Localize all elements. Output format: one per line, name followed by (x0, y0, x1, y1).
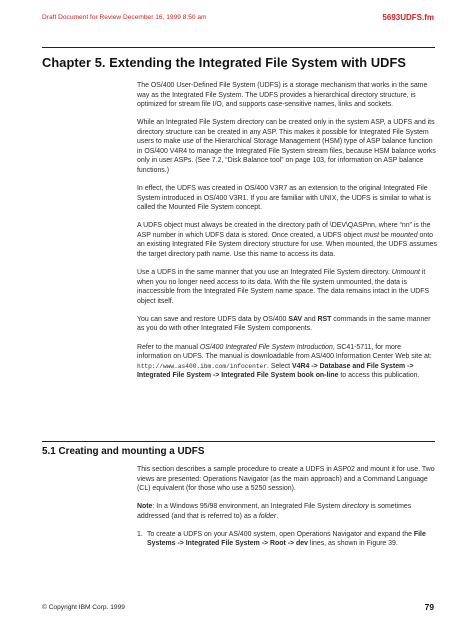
section-body (137, 465, 437, 549)
text-run: and (302, 315, 318, 323)
chapter-rule (42, 47, 435, 48)
emphasis-folder: folder (258, 512, 277, 520)
section-title: 5.1 Creating and mounting a UDFS (42, 446, 205, 457)
text-run: A UDFS object must always be created in the directory path of \DEV\QASPnn, where “nn” is the ASP number in which UDFS data is stored. Once created, a UDFS object (137, 222, 431, 239)
manual-title: OS/400 Integrated File System Introduction (199, 343, 333, 351)
text-run: be (379, 231, 391, 239)
chapter-body (137, 81, 437, 389)
emphasis-must: must (363, 231, 380, 239)
navigation-path: V4R4 -> Database and File System -> Integrated File System -> Integrated File System book on-line (137, 362, 414, 380)
text-run: Use a UDFS in the same manner that you use an Integrated File System directory. (137, 269, 392, 277)
text-run: onto an existing Integrated File System directory structure for use. When mounted, the UDFS assumes the target directory path name. Use this name to access its data. (137, 231, 437, 258)
copyright: © Copyright IBM Corp. 1999 (42, 604, 125, 611)
emphasis-unmount: Unmount (391, 269, 420, 277)
step-1 (137, 530, 437, 549)
text-run: , SC41-5711, for more information on UDFS. The manual is downloadable from AS/400 Information Center Web site at: (137, 343, 432, 361)
text-run: : In a Windows 95/98 environment, an Integrated File System (152, 503, 343, 511)
section-rule (42, 441, 435, 442)
page-number: 79 (424, 602, 434, 612)
chapter-title: Chapter 5. Extending the Integrated File System with UDFS (42, 55, 407, 70)
emphasis-directory: directory (342, 503, 369, 511)
step-text (147, 530, 437, 549)
text-run: commands in the same manner as you do with other Integrated File System components. (137, 315, 431, 333)
paragraph-save-restore (137, 315, 437, 334)
text-run: To create a UDFS on your AS/400 system, open Operations Navigator and expand the (147, 530, 414, 538)
step-path: File Systems -> Integrated File System -> Root -> dev (147, 530, 426, 548)
step-number: 1. (137, 530, 143, 538)
text-run: . Select (266, 362, 293, 370)
text-run: to access this publication. (338, 372, 420, 380)
command-sav: SAV (288, 315, 303, 323)
command-rst: RST (317, 315, 332, 323)
text-run: lines, as shown in Figure 39. (307, 540, 398, 548)
emphasis-mounted: mounted (390, 231, 418, 239)
draft-notice: Draft Document for Review December 16, 1999 8:50 am (42, 14, 207, 21)
text-run: . (276, 512, 279, 520)
paragraph-history: In effect, the UDFS was created in OS/400 V3R7 as an extension to the original Integrated File System introduced in OS/400 V3R1. If you are familiar with UNIX, the UDFS is similar to what is called the Mounted File System concept. (137, 185, 431, 212)
text-run: Refer to the manual (137, 343, 200, 351)
note-label: Note (137, 503, 153, 511)
paragraph-reference (137, 343, 437, 381)
text-run: is sometimes addressed (and that is referred to) as a (137, 503, 412, 520)
file-name: 5693UDFS.fm (382, 13, 434, 22)
paragraph-intro: The OS/400 User-Defined File System (UDFS) is a storage mechanism that works in the same way as the Integrated File System. The UDFS provides a hierarchical directory structure, is optimized for stream file I/O, and supports case-sensitive names, links and sockets. (137, 82, 428, 109)
text-run: it when you no longer need access to its data. With the file system unmounted, the data is inaccessible from the Integrated File System name space. The data remains intact in the UDFS object itself. (137, 269, 430, 305)
note-paragraph (137, 502, 437, 521)
paragraph-usage (137, 268, 437, 306)
infocenter-url[interactable]: http://www.as400.ibm.com/infocenter (137, 362, 267, 370)
text-run: You can save and restore UDFS data by OS/400 (137, 315, 289, 323)
paragraph-section-intro: This section describes a sample procedure to create a UDFS in ASP02 and mount it for use. Two views are presented: Operations Navigator (as the main approach) and a Command Language (CL) equivalent (for those who use a 5250 session). (137, 466, 435, 493)
paragraph-object-path (137, 221, 437, 259)
paragraph-asp: While an Integrated File System directory can be created only in the system ASP, a UDFS and its directory structure can be created in any ASP. This makes it possible for Integrated File System users to make use of the Hierarchical Storage Management (HSM) type of ASP balance function in OS/400 V4R4 to manage the Integrated File System stream files, because HSM balance works only in user ASPs. (See 7.2, “Disk Balance tool” on page 103, for information on ASP balance functions.) (137, 119, 436, 174)
